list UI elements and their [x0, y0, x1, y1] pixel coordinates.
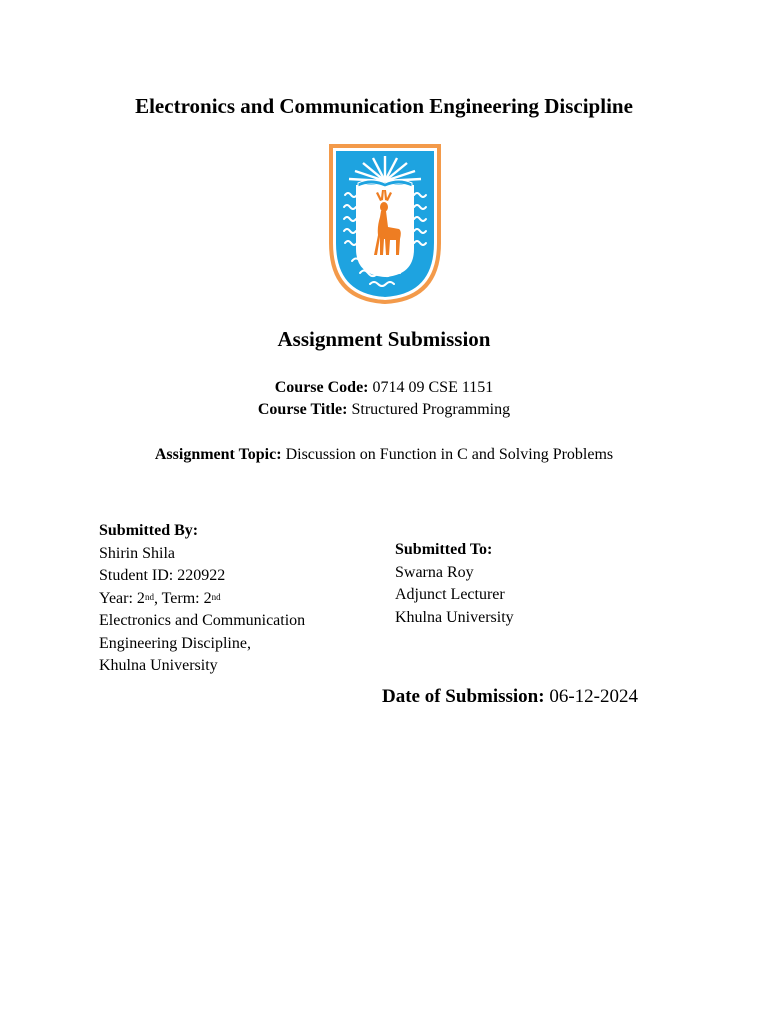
course-title-line: [0, 401, 768, 419]
discipline-title: Electronics and Communication Engineering Discipline: [135, 94, 633, 118]
course-title-value: Structured Programming: [351, 401, 511, 418]
assignment-topic-label: Assignment Topic:: [154, 446, 282, 463]
assignment-topic-value: Discussion on Function in C and Solving Problems: [285, 446, 614, 463]
submitted-by-block: [99, 520, 305, 678]
course-code-label: Course Code:: [274, 379, 369, 396]
course-code-line: [0, 379, 768, 397]
student-dept-line2: Engineering Discipline,: [99, 634, 251, 652]
submitted-to-block: [395, 539, 514, 629]
assignment-title: Assignment Submission: [277, 327, 491, 351]
student-name: Shirin Shila: [99, 544, 176, 562]
submission-date-value: 06-12-2024: [549, 686, 638, 707]
year-term: Year: 2nd, Term: 2nd: [99, 589, 221, 607]
submitted-to-heading: Submitted To:: [395, 541, 493, 558]
teacher-designation: Adjunct Lecturer: [395, 586, 505, 603]
submission-date-label: Date of Submission:: [382, 686, 545, 707]
submitted-by-heading: Submitted By:: [99, 522, 199, 539]
student-university: Khulna University: [99, 657, 218, 674]
teacher-name: Swarna Roy: [395, 563, 474, 581]
course-title-label: Course Title:: [257, 401, 348, 418]
student-id: Student ID: 220922: [99, 567, 226, 584]
assignment-topic-line: [0, 446, 768, 464]
submission-date: [382, 686, 638, 708]
khulna-university-logo: [328, 143, 442, 305]
course-code-value: 0714 09 CSE 1151: [372, 379, 494, 396]
teacher-university: Khulna University: [395, 608, 514, 626]
student-dept-line1: Electronics and Communication: [99, 612, 306, 629]
